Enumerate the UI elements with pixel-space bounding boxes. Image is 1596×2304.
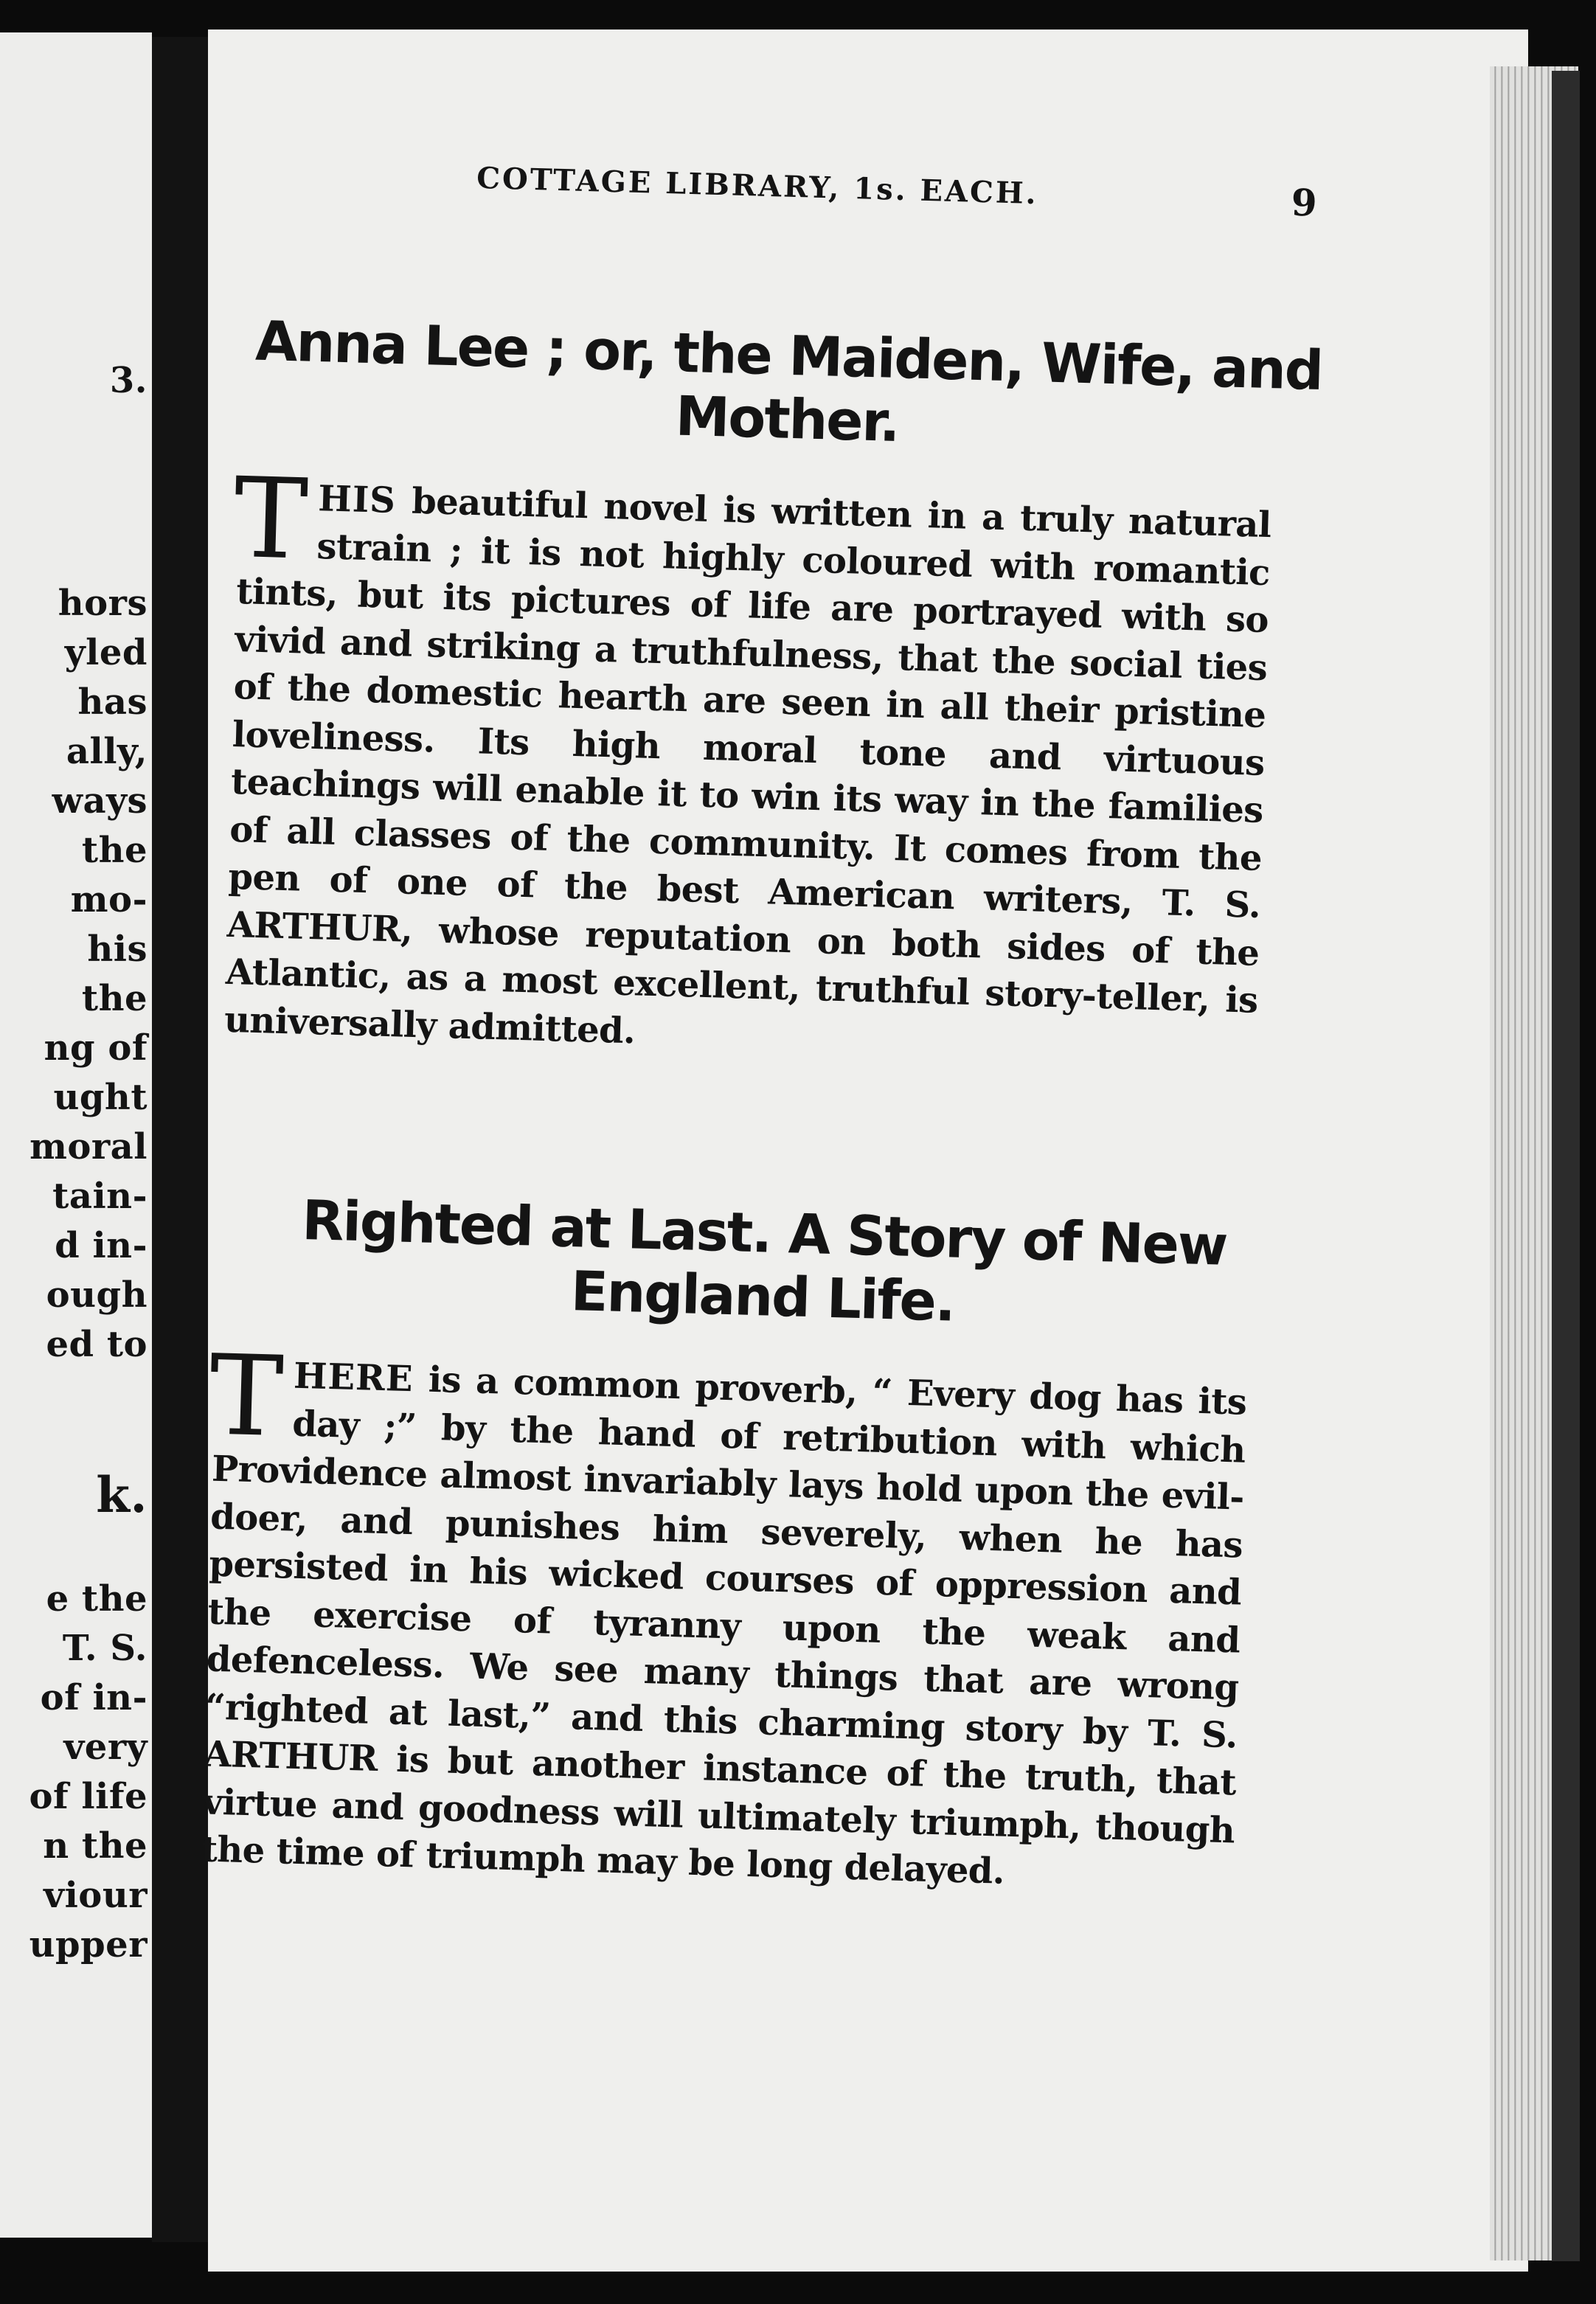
facing-page-line: of in- — [40, 1677, 148, 1718]
section-title — [240, 309, 1335, 466]
facing-page-line: 3. — [109, 360, 148, 401]
facing-page-line: of life — [29, 1776, 148, 1817]
book-spine-gutter — [152, 37, 208, 2242]
facing-page-line: k. — [96, 1466, 148, 1524]
lead-word: HIS — [317, 478, 397, 522]
lead-word: HERE — [293, 1355, 414, 1401]
facing-page-line: viour — [44, 1875, 148, 1916]
facing-page-line: yled — [64, 632, 148, 673]
section-title — [216, 1187, 1311, 1344]
facing-page-line: upper — [29, 1924, 148, 1965]
facing-page-line: d in- — [55, 1225, 148, 1266]
facing-page-line: e the — [46, 1578, 148, 1620]
facing-page-line: T. S. — [62, 1628, 148, 1669]
book-page — [201, 30, 1528, 2272]
facing-page-line: moral — [30, 1126, 148, 1167]
section-body-text: beautiful novel is written in a truly natural strain ; it is not highly coloured with romantic tints, but its pictures of life are portrayed with so vivid and striking a truthfulness, that the social ties of the domestic hearth are seen in all their pristine loveliness. Its high moral tone and virtuous teachings will enable it to win its way in the families of all classes of the community. It comes from the pen of one of the best American writers, T. S. ARTHUR, whose reputation on both sides of the Atlantic, as a most excellent, truthful story-teller, is universally admitted. — [223, 480, 1272, 1052]
facing-page-line: his — [87, 929, 148, 970]
facing-page-line: the — [81, 978, 148, 1019]
drop-cap: T — [207, 1331, 285, 1462]
section-body-text: is a common proverb, “ Every dog has its day ;” by the hand of retribution with which Providence almost invariably lays hold upon the evil-doer, and punishes him severely, when he has persisted in his wicked courses of oppression and the exercise of tyranny upon the weak and defenceless. We see many things that are wrong “righted at last,” and this charming story by T. S. ARTHUR is but another instance of the truth, that virtue and goodness will ultimately triumph, though the time of triumph may be long delayed. — [201, 1359, 1248, 1892]
facing-page-line: hors — [58, 583, 148, 624]
section-title-line: Anna Lee ; or, the Maiden, Wife, and — [254, 309, 1323, 403]
facing-page-line: very — [63, 1727, 148, 1768]
running-head-title: COTTAGE LIBRARY, 1s. EACH. — [476, 160, 1039, 212]
facing-page-line: ught — [53, 1077, 148, 1118]
running-head — [247, 154, 1340, 243]
facing-page-line: ways — [52, 780, 148, 822]
facing-page-line: the — [81, 830, 148, 871]
facing-page-line: has — [77, 681, 148, 723]
section-description — [201, 1331, 1248, 1902]
section-title-line: Mother. — [674, 384, 900, 455]
drop-cap: T — [232, 454, 310, 585]
section-title-line: Righted at Last. A Story of New — [301, 1188, 1228, 1278]
section-title-line: England Life. — [569, 1260, 956, 1334]
section-description — [223, 454, 1272, 1072]
facing-page-line: ally, — [66, 731, 148, 772]
facing-page-line: n the — [43, 1825, 148, 1867]
facing-page-line: tain- — [52, 1176, 148, 1217]
facing-page — [0, 32, 152, 2238]
page-content — [201, 14, 1343, 1892]
page-number: 9 — [1291, 180, 1318, 225]
facing-page-line: mo- — [70, 879, 148, 920]
facing-page-line: ough — [46, 1274, 148, 1316]
facing-page-line: ed to — [46, 1324, 148, 1365]
book-cover-edge — [1552, 71, 1580, 2261]
facing-page-line: ng of — [44, 1027, 148, 1069]
